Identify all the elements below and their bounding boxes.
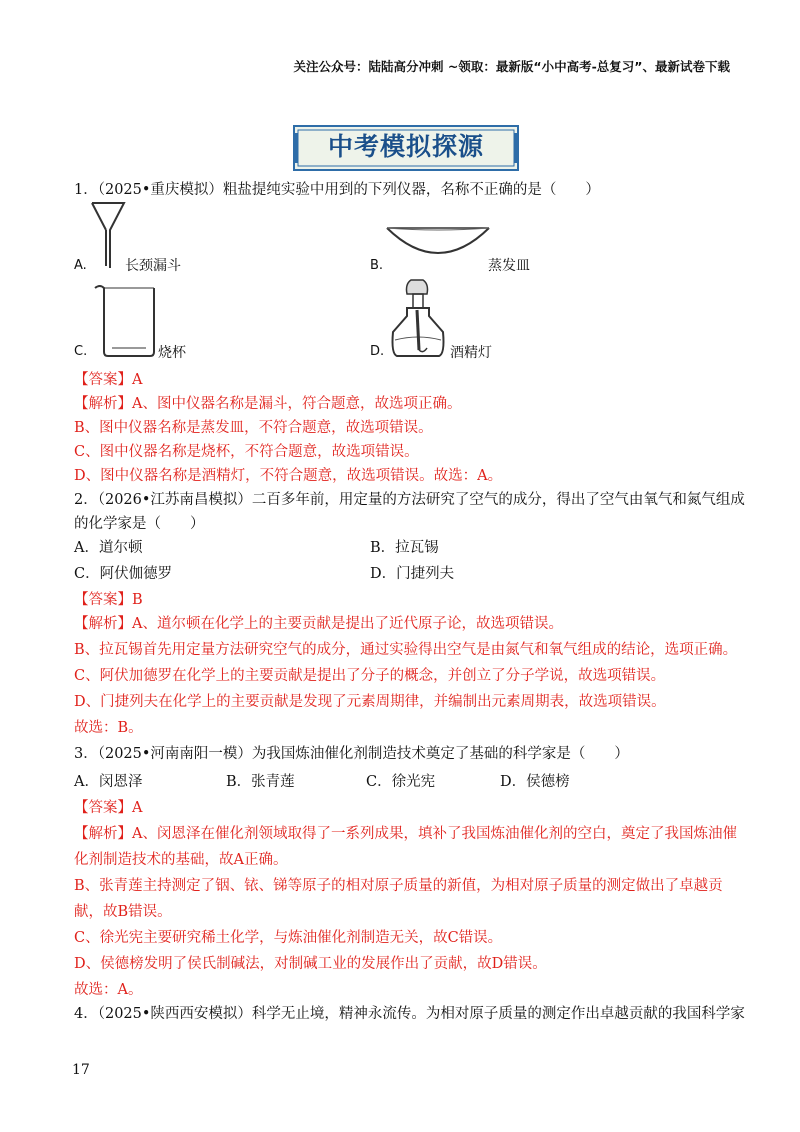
q4-stem: 4．（2025•陕西西安模拟）科学无止境，精神永流传。为相对原子质量的测定作出卓越贡献的我国科学家 xyxy=(74,1006,745,1022)
q2-answer: 【答案】B xyxy=(74,592,143,608)
q1-analysis-line: C、图中仪器名称是烧杯，不符合题意，故选项错误。 xyxy=(74,444,419,460)
page-number: 17 xyxy=(72,1062,90,1078)
q2-option-b: B．拉瓦锡 xyxy=(370,540,439,556)
q3-analysis-line: 献，故B错误。 xyxy=(74,904,172,920)
section-banner xyxy=(293,125,519,171)
q2-stem-line1: 2．（2026•江苏南昌模拟）二百多年前，用定量的方法研究了空气的成分，得出了空气由氧气和氮气组成 xyxy=(74,492,745,508)
q3-option-c: C．徐光宪 xyxy=(366,774,436,790)
q3-analysis-line: 化剂制造技术的基础，故A正确。 xyxy=(74,852,288,868)
evaporating-dish-icon xyxy=(383,218,493,270)
q2-analysis-line: 故选：B。 xyxy=(74,720,143,736)
q1-option-b-name: 蒸发皿 xyxy=(488,258,530,274)
q3-analysis-line: D、侯德榜发明了侯氏制碱法，对制碱工业的发展作出了贡献，故D错误。 xyxy=(74,956,547,972)
q1-option-a-name: 长颈漏斗 xyxy=(125,258,181,274)
q2-analysis-line: C、阿伏加德罗在化学上的主要贡献是提出了分子的概念，并创立了分子学说，故选项错误。 xyxy=(74,668,666,684)
q2-stem-line2: 的化学家是（ ） xyxy=(74,516,205,532)
q1-analysis-line: B、图中仪器名称是蒸发皿，不符合题意，故选项错误。 xyxy=(74,420,433,436)
beaker-icon xyxy=(92,282,164,360)
q2-option-d: D．门捷列夫 xyxy=(370,566,455,582)
q2-analysis-line: D、门捷列夫在化学上的主要贡献是发现了元素周期律，并编制出元素周期表，故选项错误。 xyxy=(74,694,666,710)
q3-answer: 【答案】A xyxy=(74,800,143,816)
banner-title: 中考模拟探源 xyxy=(327,132,484,161)
q2-analysis-line: 【解析】A、道尔顿在化学上的主要贡献是提出了近代原子论，故选项错误。 xyxy=(74,616,563,632)
q2-analysis-line: B、拉瓦锡首先用定量方法研究空气的成分，通过实验得出空气是由氮气和氧气组成的结论，选项正确。 xyxy=(74,642,738,658)
alcohol-lamp-icon xyxy=(383,276,453,362)
q3-option-d: D．侯德榜 xyxy=(500,774,570,790)
q1-option-a-letter: A. xyxy=(74,258,87,273)
q3-analysis-line: C、徐光宪主要研究稀土化学，与炼油催化剂制造无关，故C错误。 xyxy=(74,930,503,946)
q3-option-b: B．张青莲 xyxy=(226,774,295,790)
q1-option-c-name: 烧杯 xyxy=(158,345,186,361)
q1-stem: 1．（2025•重庆模拟）粗盐提纯实验中用到的下列仪器，名称不正确的是（ ） xyxy=(74,182,600,198)
q1-option-c-letter: C. xyxy=(74,344,88,359)
q3-analysis-line: 故选：A。 xyxy=(74,982,143,998)
q1-analysis-line: 【解析】A、图中仪器名称是漏斗，符合题意，故选项正确。 xyxy=(74,396,462,412)
q1-analysis-line: D、图中仪器名称是酒精灯，不符合题意，故选项错误。故选：A。 xyxy=(74,468,503,484)
funnel-icon xyxy=(90,200,130,272)
header-note: 关注公众号：陆陆高分冲刺 ~领取：最新版“小中高考-总复习”、最新试卷下载 xyxy=(293,59,730,74)
q3-analysis-line: 【解析】A、闵恩泽在催化剂领域取得了一系列成果，填补了我国炼油催化剂的空白，奠定了我国炼油催 xyxy=(74,826,737,842)
q3-option-a: A．闵恩泽 xyxy=(74,774,143,790)
q1-option-d-name: 酒精灯 xyxy=(450,345,492,361)
q2-option-c: C．阿伏伽德罗 xyxy=(74,566,173,582)
q2-option-a: A．道尔顿 xyxy=(74,540,143,556)
q3-stem: 3．（2025•河南南阳一模）为我国炼油催化剂制造技术奠定了基础的科学家是（ ） xyxy=(74,746,629,762)
q1-answer: 【答案】A xyxy=(74,372,143,388)
q1-option-d-letter: D. xyxy=(370,344,385,359)
q3-analysis-line: B、张青莲主持测定了铟、铱、锑等原子的相对原子质量的新值，为相对原子质量的测定做出了卓越贡 xyxy=(74,878,723,894)
q1-option-b-letter: B. xyxy=(370,258,384,273)
